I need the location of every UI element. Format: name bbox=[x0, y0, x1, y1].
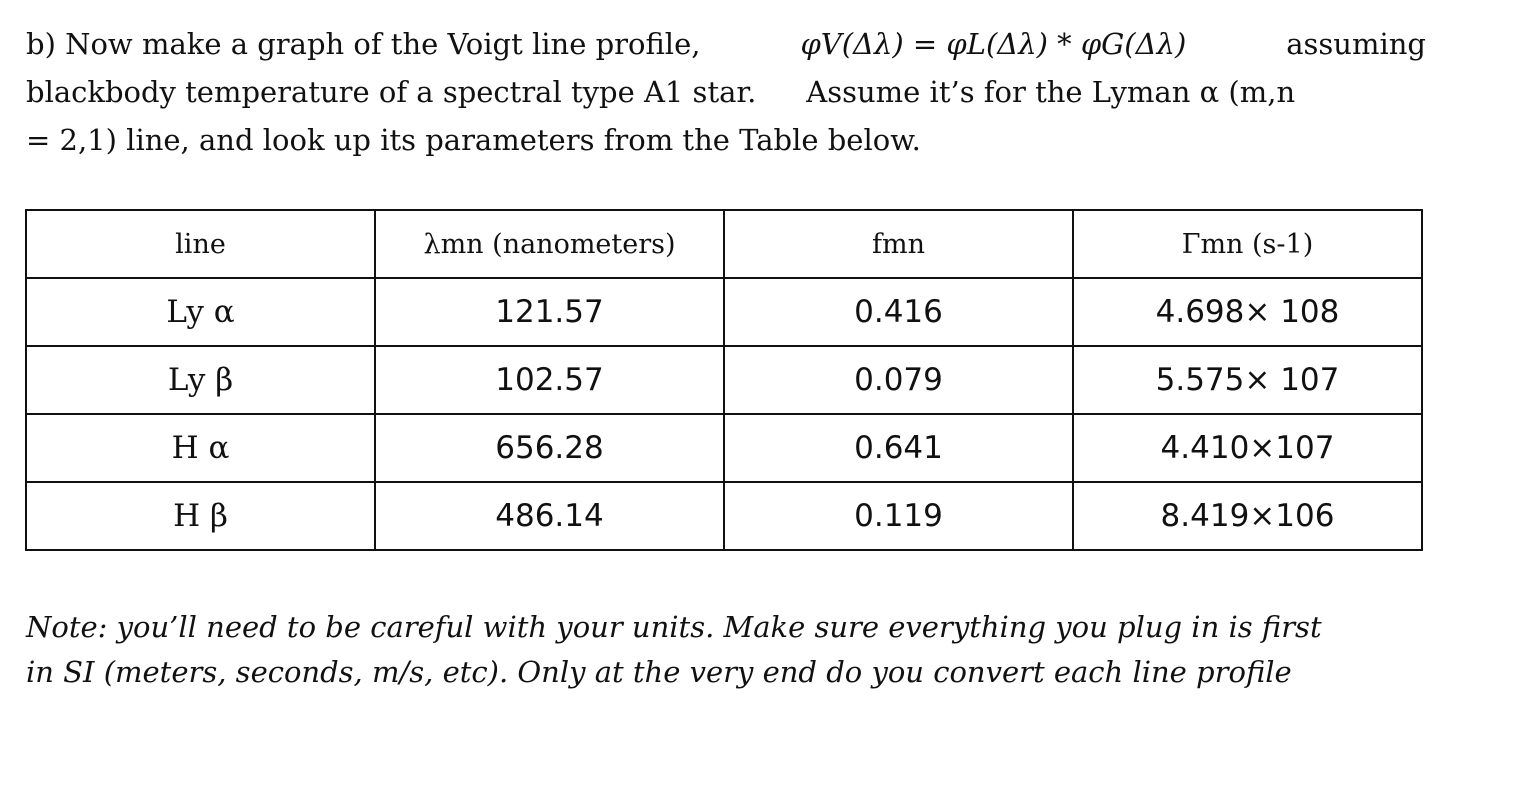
note-line-1: Note: you’ll need to be careful with your units. Make sure everything you plug in is first bbox=[26, 610, 1322, 644]
intro-line-2-a: blackbody temperature of a spectral type A1 star. bbox=[26, 75, 757, 109]
intro-line-1 bbox=[26, 20, 1426, 68]
intro-line-2-b: Assume it’s for the Lyman α (m,n bbox=[806, 75, 1296, 109]
cell-f: 0.079 bbox=[724, 346, 1073, 414]
table-row bbox=[26, 346, 1422, 414]
units-note bbox=[26, 605, 1426, 695]
intro-line-2 bbox=[26, 68, 1426, 116]
cell-line: H β bbox=[26, 482, 375, 550]
table-row bbox=[26, 482, 1422, 550]
intro-line-1-start: b) Now make a graph of the Voigt line profile, bbox=[26, 27, 701, 61]
header-lambda: λmn (nanometers) bbox=[375, 210, 724, 278]
cell-gamma: 4.410×107 bbox=[1073, 414, 1422, 482]
table-row bbox=[26, 414, 1422, 482]
cell-line: H α bbox=[26, 414, 375, 482]
note-line-2: in SI (meters, seconds, m/s, etc). Only at the very end do you convert each line profile bbox=[26, 655, 1292, 689]
header-f: fmn bbox=[724, 210, 1073, 278]
line-parameters-table bbox=[25, 209, 1423, 551]
intro-paragraph bbox=[26, 20, 1426, 164]
header-line: line bbox=[26, 210, 375, 278]
table-header-row bbox=[26, 210, 1422, 278]
cell-f: 0.416 bbox=[724, 278, 1073, 346]
cell-gamma: 5.575× 107 bbox=[1073, 346, 1422, 414]
cell-f: 0.641 bbox=[724, 414, 1073, 482]
voigt-equation: φV(Δλ) = φL(Δλ) * φG(Δλ) bbox=[800, 27, 1187, 61]
cell-lambda: 656.28 bbox=[375, 414, 724, 482]
cell-gamma: 4.698× 108 bbox=[1073, 278, 1422, 346]
cell-lambda: 102.57 bbox=[375, 346, 724, 414]
cell-gamma: 8.419×106 bbox=[1073, 482, 1422, 550]
intro-line-1-end: assuming bbox=[1286, 27, 1426, 61]
table-row bbox=[26, 278, 1422, 346]
cell-lambda: 121.57 bbox=[375, 278, 724, 346]
header-gamma: Γmn (s-1) bbox=[1073, 210, 1422, 278]
cell-line: Ly α bbox=[26, 278, 375, 346]
cell-lambda: 486.14 bbox=[375, 482, 724, 550]
intro-line-3: = 2,1) line, and look up its parameters from the Table below. bbox=[26, 123, 921, 157]
cell-line: Ly β bbox=[26, 346, 375, 414]
cell-f: 0.119 bbox=[724, 482, 1073, 550]
